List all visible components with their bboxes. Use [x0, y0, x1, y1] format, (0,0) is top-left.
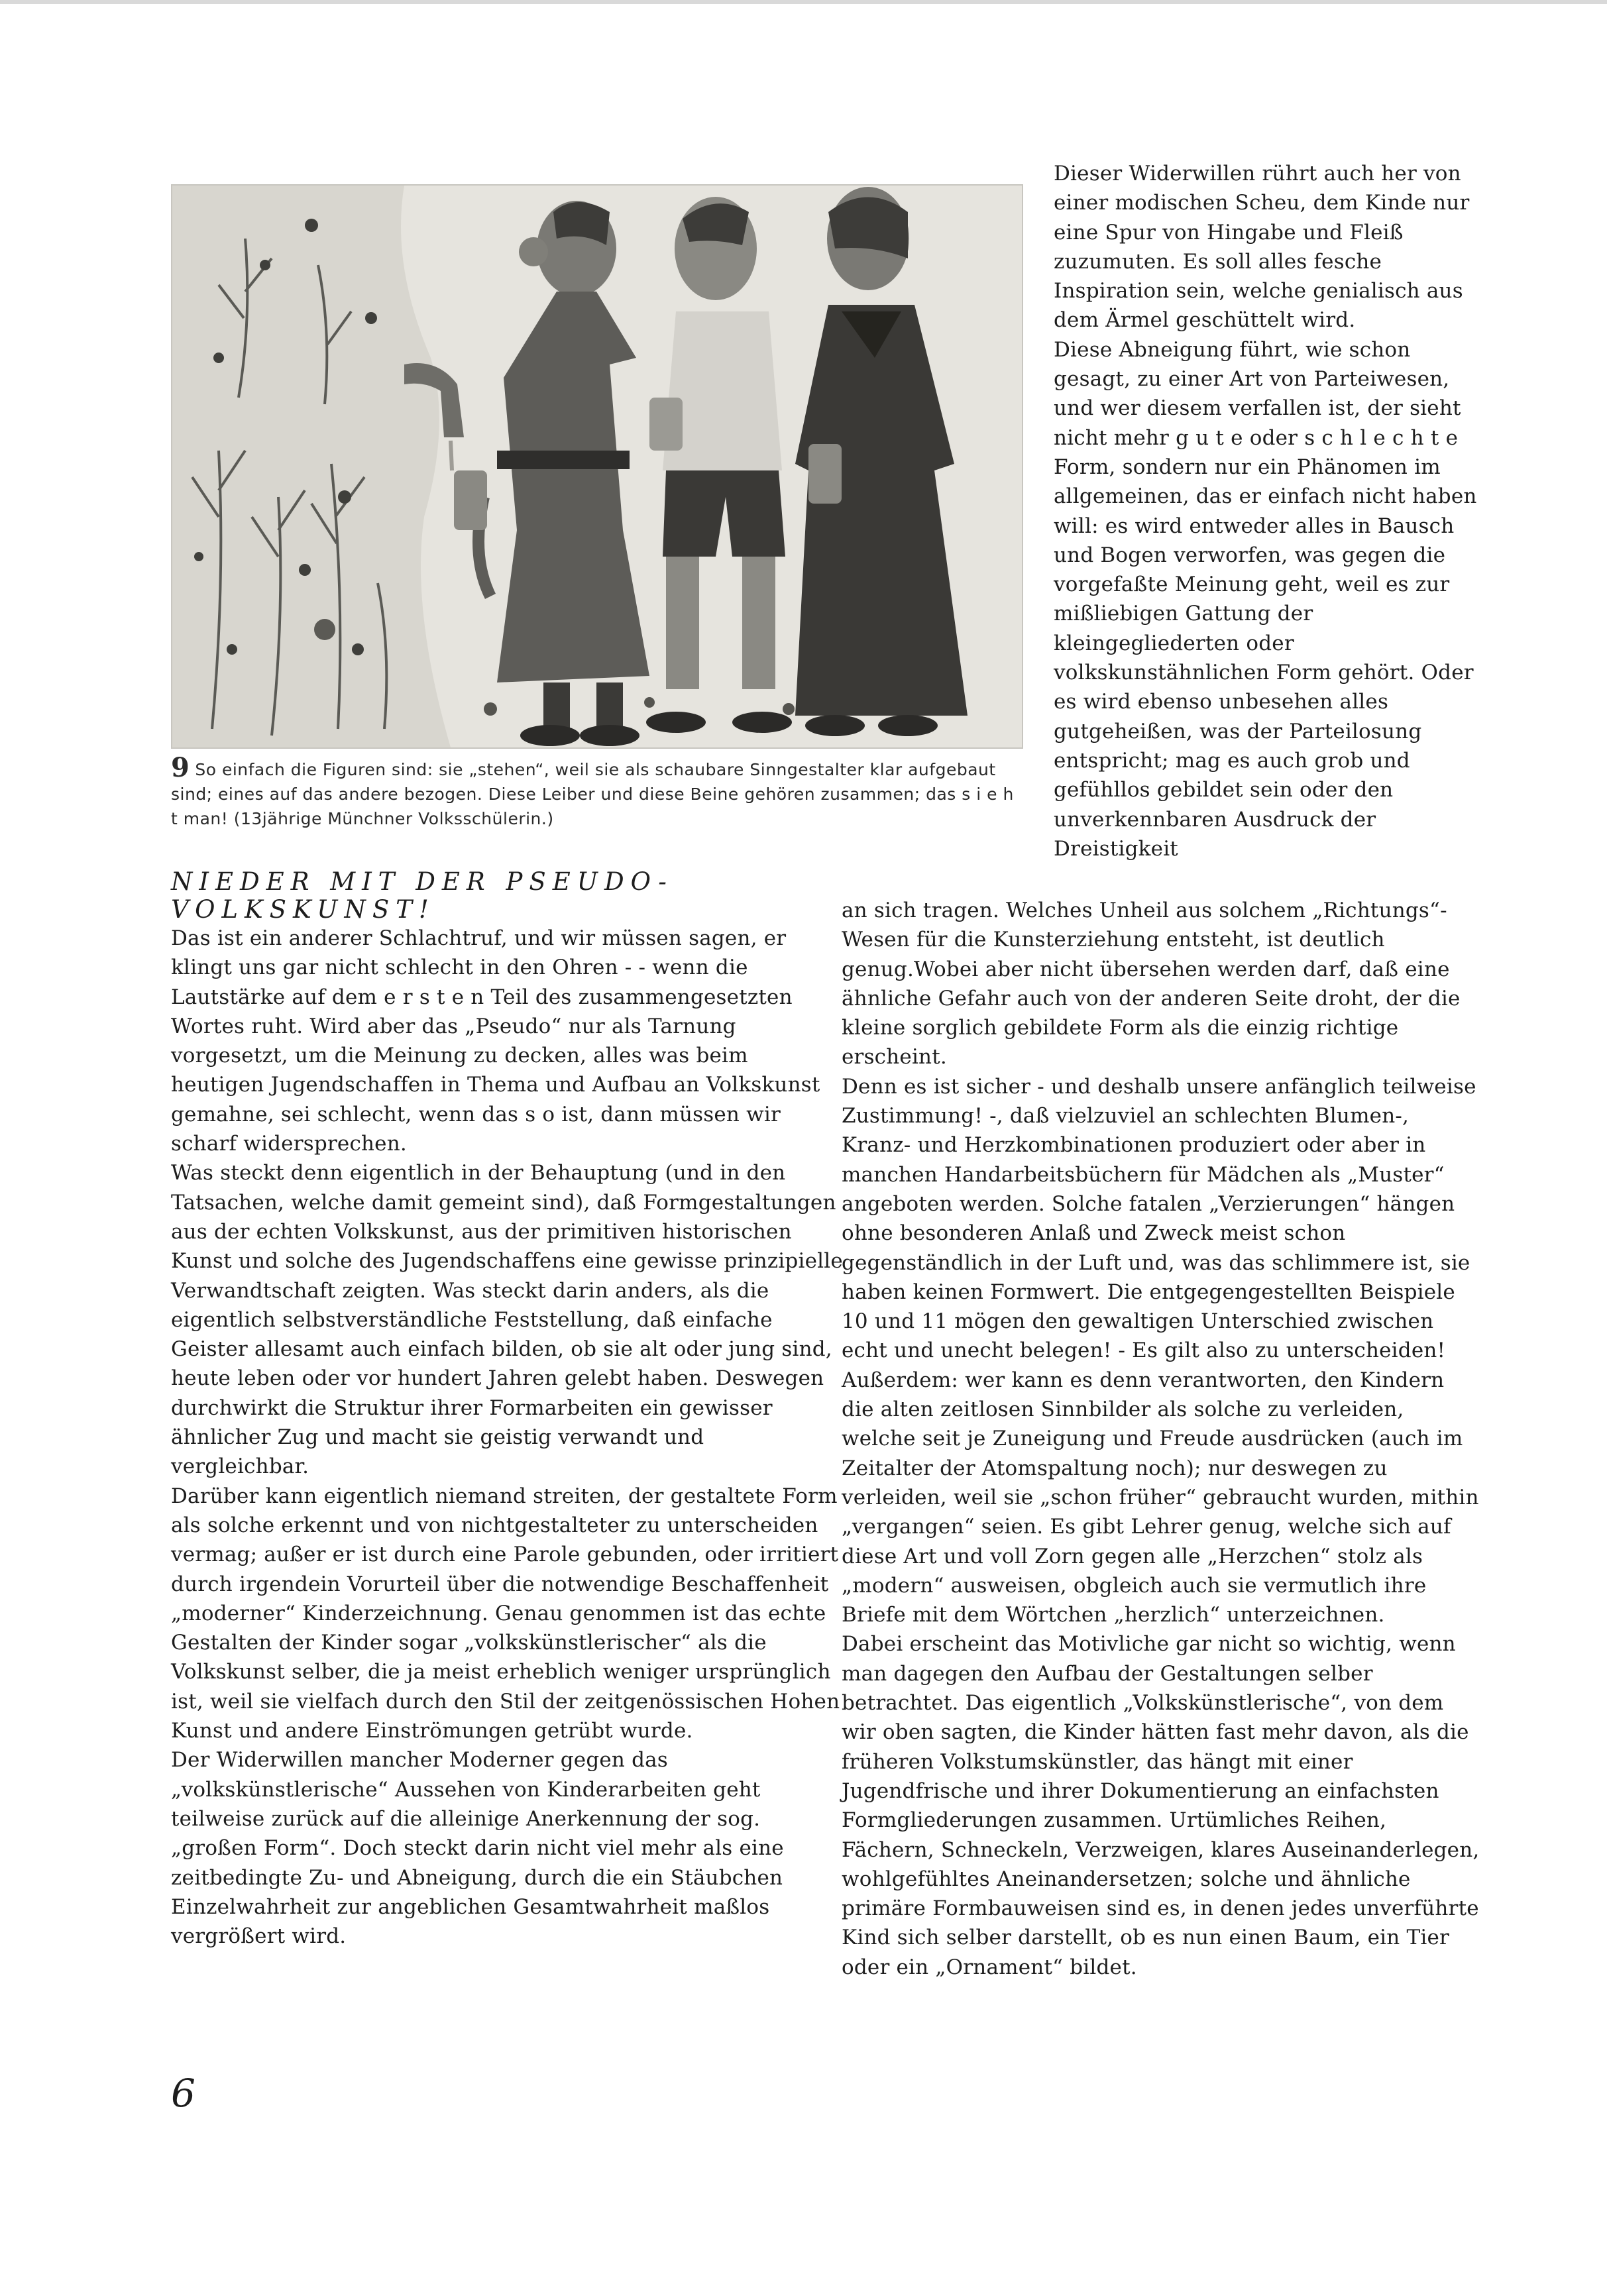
figure-caption: [171, 752, 1026, 831]
figure-number: 9: [171, 752, 190, 783]
paragraph: Was steckt denn eigentlich in der Behauptung (und in den Tatsachen, welche damit gemeint sind), daß Formgestaltungen aus der echten Volkskunst, aus der primitiven historischen Kunst und solche des Jugendschaffens eine gewisse prinzipielle Verwandtschaft zeigten. Was steckt darin anders, als die eigentlich selbstverständliche Feststellung, daß einfache Geister allesamt auch einfach bilden, ob sie alt oder jung sind, heute leben oder vor hundert Jahren gelebt haben. Deswegen durchwirkt die Struktur ihrer Formarbeiten ein gewisser ähnlicher Zug und macht sie geistig verwandt und vergleichbar.: [171, 1161, 843, 1479]
paragraph: Außerdem: wer kann es denn verantworten, den Kindern die alten zeitlosen Sinnbilder als solche zu verleiden, welche seit je Zuneigung und Freude ausdrücken (auch im Zeitalter der Atomspaltung noch); nur deswegen zu verleiden, weil sie „schon früher“ gebraucht wurden, mithin „vergangen“ seien. Es gibt Lehrer genug, welche sich auf diese Art und voll Zorn gegen alle „Herzchen“ stolz als „modern“ ausweisen, obgleich auch sie vermutlich ihre Briefe mit dem Wörtchen „herzlich“ unterzeichnen.: [842, 1368, 1479, 1627]
left-column: [171, 868, 844, 1951]
page-number: 6: [171, 2071, 195, 2116]
paragraph: Das ist ein anderer Schlachtruf, und wir müssen sagen, er klingt uns gar nicht schlecht in den Ohren - - wenn die Lautstärke auf dem e r s t e n Teil des zusammengesetzten Wortes ruht. Wird aber das „Pseudo“ nur als Tarnung vorgesetzt, um die Meinung zu decken, alles was beim heutigen Jugendschaffen in Thema und Aufbau an Volkskunst gemahne, sei schlecht, wenn das s o ist, dann müssen wir scharf widersprechen.: [171, 926, 820, 1156]
paragraph: Darüber kann eigentlich niemand streiten, der gestaltete Form als solche erkennt und von nichtgestalteter zu unterscheiden vermag; außer er ist durch eine Parole gebunden, oder irritiert durch irgendein Vorurteil über die notwendige Beschaffenheit „moderner“ Kinderzeichnung. Genau genommen ist das echte Gestalten der Kinder sogar „volkskünstlerischer“ als die Volkskunst selber, die ja meist erheblich weniger ursprünglich ist, weil sie vielfach durch den Stil der zeitgenössischen Hohen Kunst und andere Einströmungen getrübt wurde.: [171, 1484, 840, 1743]
right-column-top: [1054, 159, 1482, 863]
figure-9-illustration: [171, 184, 1023, 749]
childs-drawing: [172, 186, 1022, 747]
paragraph: an sich tragen. Welches Unheil aus solchem „Richtungs“-Wesen für die Kunsterziehung entsteht, ist deutlich genug.Wobei aber nicht übersehen werden darf, daß eine ähnliche Gefahr auch von der anderen Seite droht, der die kleine sorglich gebildete Form als die einzig richtige erscheint.: [842, 899, 1461, 1069]
paragraph: Der Widerwillen mancher Moderner gegen das „volkskünstlerische“ Aussehen von Kinderarbeiten geht teilweise zurück auf die alleinige Anerkennung der sog. „großen Form“. Doch steckt darin nicht viel mehr als eine zeitbedingte Zu- und Abneigung, durch die ein Stäubchen Einzelwahrheit zur angeblichen Gesamtwahrheit maßlos vergrößert wird.: [171, 1748, 784, 1949]
section-heading: NIEDER MIT DER PSEUDO-VOLKSKUNST!: [171, 867, 673, 924]
paragraph: Dieser Widerwillen rührt auch her von einer modischen Scheu, dem Kinde nur eine Spur von Hingabe und Fleiß zuzumuten. Es soll alles fesche Inspiration sein, welche genialisch aus dem Ärmel geschüttelt wird.: [1054, 162, 1470, 333]
paragraph: Diese Abneigung führt, wie schon gesagt, zu einer Art von Parteiwesen, und wer diesem verfallen ist, der sieht nicht mehr g u t e oder s c h l e c h t e Form, sondern nur ein Phänomen im allgemeinen, das er einfach nicht haben will: es wird entweder alles in Bausch und Bogen verworfen, was gegen die vorgefaßte Meinung geht, weil es zur mißliebigen Gattung der kleingegliederten oder volkskunstähnlichen Form gehört. Oder es wird ebenso unbesehen alles gutgeheißen, was der Parteilosung entspricht; mag es auch grob und gefühllos gebildet sein oder den unverkennbaren Ausdruck der Dreistigkeit: [1054, 337, 1477, 861]
right-column-bottom: [842, 896, 1483, 1982]
paragraph: Dabei erscheint das Motivliche gar nicht so wichtig, wenn man dagegen den Aufbau der Gestaltungen selber betrachtet. Das eigentlich „Volkskünstlerische“, von dem wir oben sagten, die Kinder hätten fast mehr davon, als die früheren Volkstumskünstler, das hängt mit einer Jugendfrische und ihrer Dokumentierung an einfachsten Formgliederungen zusammen. Urtümliches Reihen, Fächern, Schneckeln, Verzweigen, klares Auseinanderlegen, wohlgefühltes Aneinandersetzen; solche und ähnliche primäre Formbauweisen sind es, in denen jedes unverführte Kind sich selber darstellt, ob es nun einen Baum, ein Tier oder ein „Ornament“ bildet.: [842, 1632, 1480, 1979]
page-top-edge: [0, 0, 1607, 4]
paragraph: Denn es ist sicher - und deshalb unsere anfänglich teilweise Zustimmung! -, daß vielzuviel an schlechten Blumen-, Kranz- und Herzkombinationen produziert oder aber in manchen Handarbeitsbüchern für Mädchen als „Muster“ angeboten werden. Solche fatalen „Verzierungen“ hängen ohne besonderen Anlaß und Zweck meist schon gegenständlich in der Luft und, was das schlimmere ist, sie haben keinen Formwert. Die entgegengestellten Beispiele 10 und 11 mögen den gewaltigen Unterschied zwischen echt und unecht belegen! - Es gilt also zu unterscheiden!: [842, 1074, 1476, 1363]
figure-caption-text: So einfach die Figuren sind: sie „stehen“, weil sie als schaubare Sinngestalter klar aufgebaut sind; eines auf das andere bezogen. Diese Leiber und diese Beine gehören zusammen; das s i e h t man! (13jährige Münchner Volksschülerin.): [171, 760, 1014, 828]
